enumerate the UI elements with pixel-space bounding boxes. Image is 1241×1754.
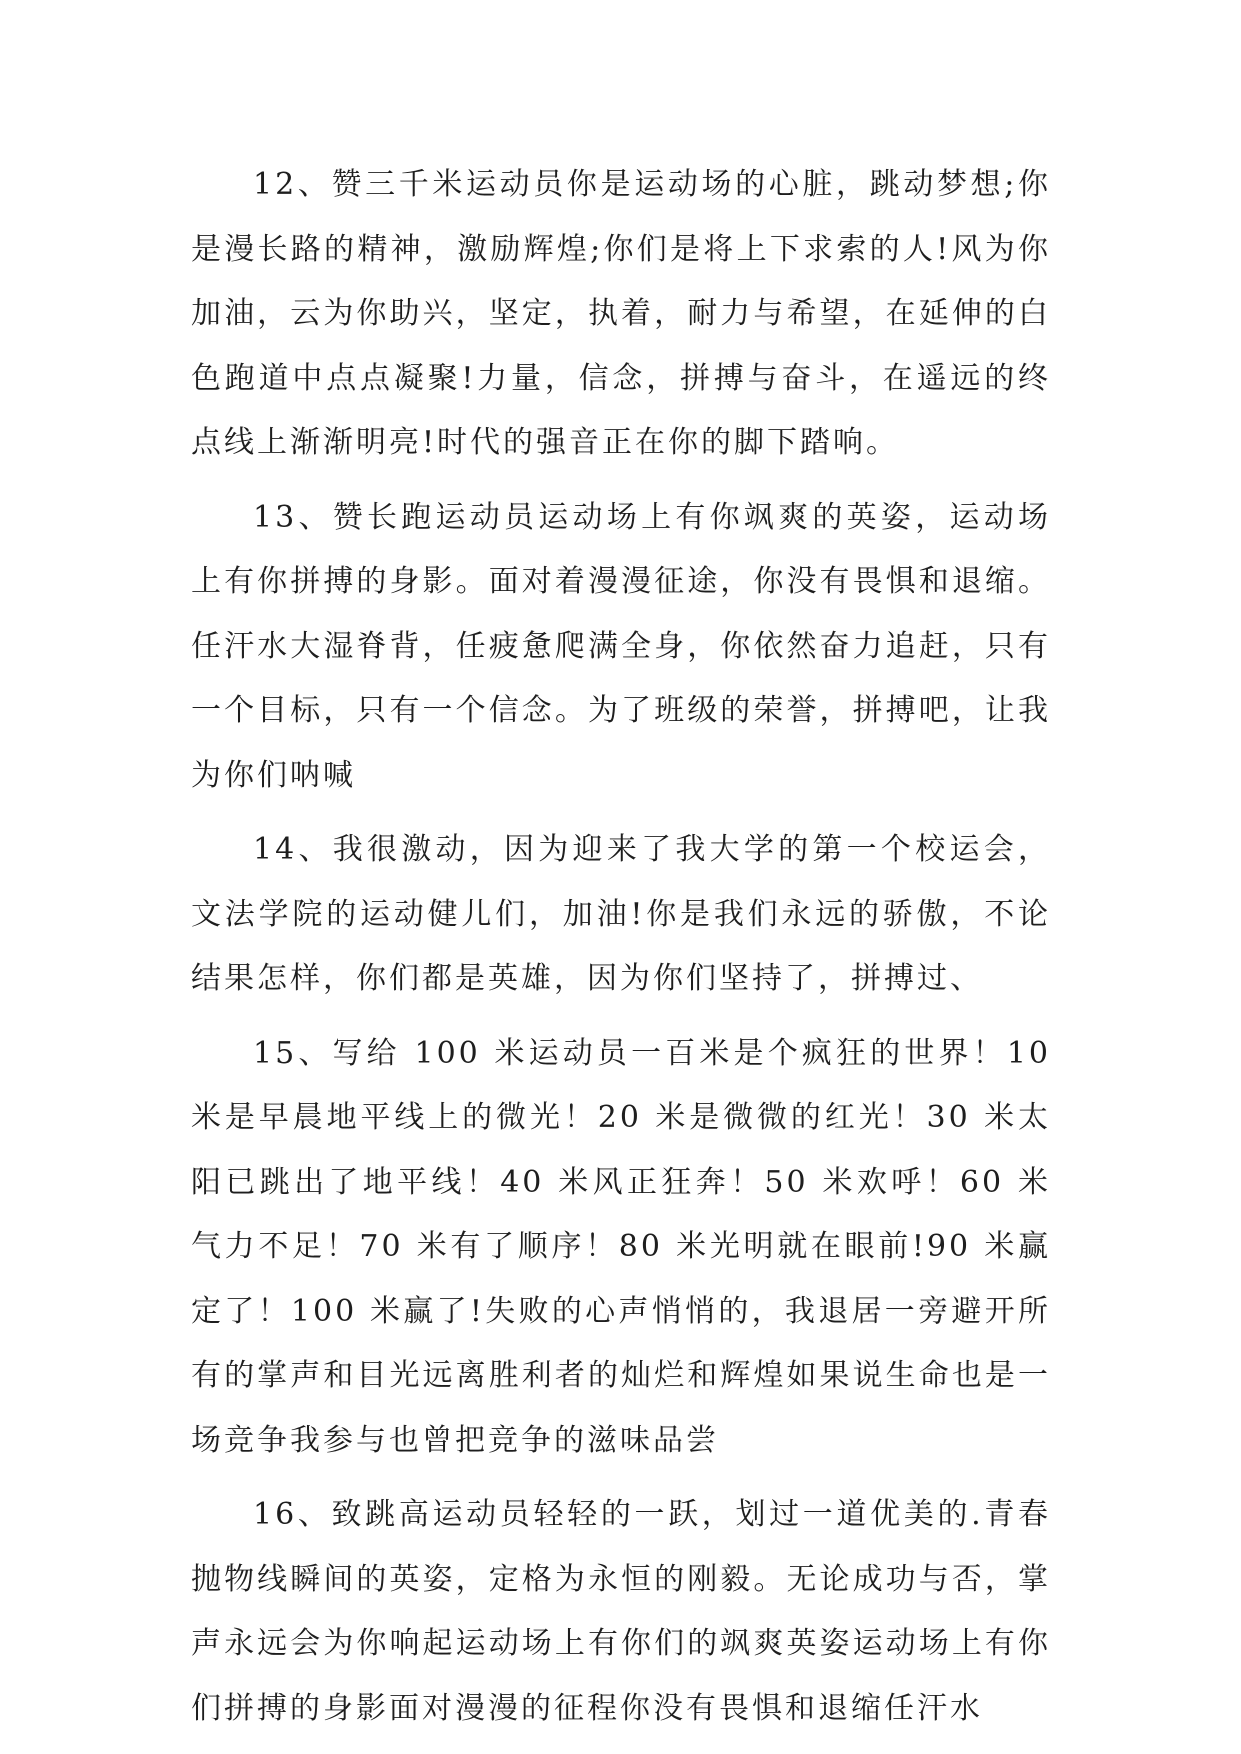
paragraph-12: 12、赞三千米运动员你是运动场的心脏，跳动梦想;你是漫长路的精神，激励辉煌;你们是将上下求索的人!风为你加油，云为你助兴，坚定，执着，耐力与希望，在延伸的白色跑道中点点凝聚!力量，信念，拼搏与奋斗，在遥远的终点线上渐渐明亮!时代的强音正在你的脚下踏响。: [191, 167, 1051, 460]
paragraph-14: 14、我很激动，因为迎来了我大学的第一个校运会，文法学院的运动健儿们，加油!你是我们永远的骄傲，不论结果怎样，你们都是英雄，因为你们坚持了，拼搏过、: [191, 832, 1051, 996]
paragraph-15: 15、写给 100 米运动员一百米是个疯狂的世界！10 米是早晨地平线上的微光！20 米是微微的红光！30 米太阳已跳出了地平线！40 米风正狂奔！50 米欢呼！60 米气力不足！70 米有了顺序！80 米光明就在眼前!90 米赢定了！100 米赢了!失败的心声悄悄的，我退居一旁避开所有的掌声和目光远离胜利者的灿烂和辉煌如果说生命也是一场竞争我参与也曾把竞争的滋味品尝: [191, 1035, 1051, 1458]
paragraph-16: 16、致跳高运动员轻轻的一跃，划过一道优美的.青春抛物线瞬间的英姿，定格为永恒的刚毅。无论成功与否，掌声永远会为你响起运动场上有你们的飒爽英姿运动场上有你们拼搏的身影面对漫漫的征程你没有畏惧和退缩任汗水: [191, 1497, 1051, 1726]
document-page: [191, 153, 1051, 1751]
paragraph-13: 13、赞长跑运动员运动场上有你飒爽的英姿，运动场上有你拼搏的身影。面对着漫漫征途，你没有畏惧和退缩。任汗水大湿脊背，任疲惫爬满全身，你依然奋力追赶，只有一个目标，只有一个信念。为了班级的荣誉，拼搏吧，让我为你们呐喊: [191, 499, 1051, 793]
